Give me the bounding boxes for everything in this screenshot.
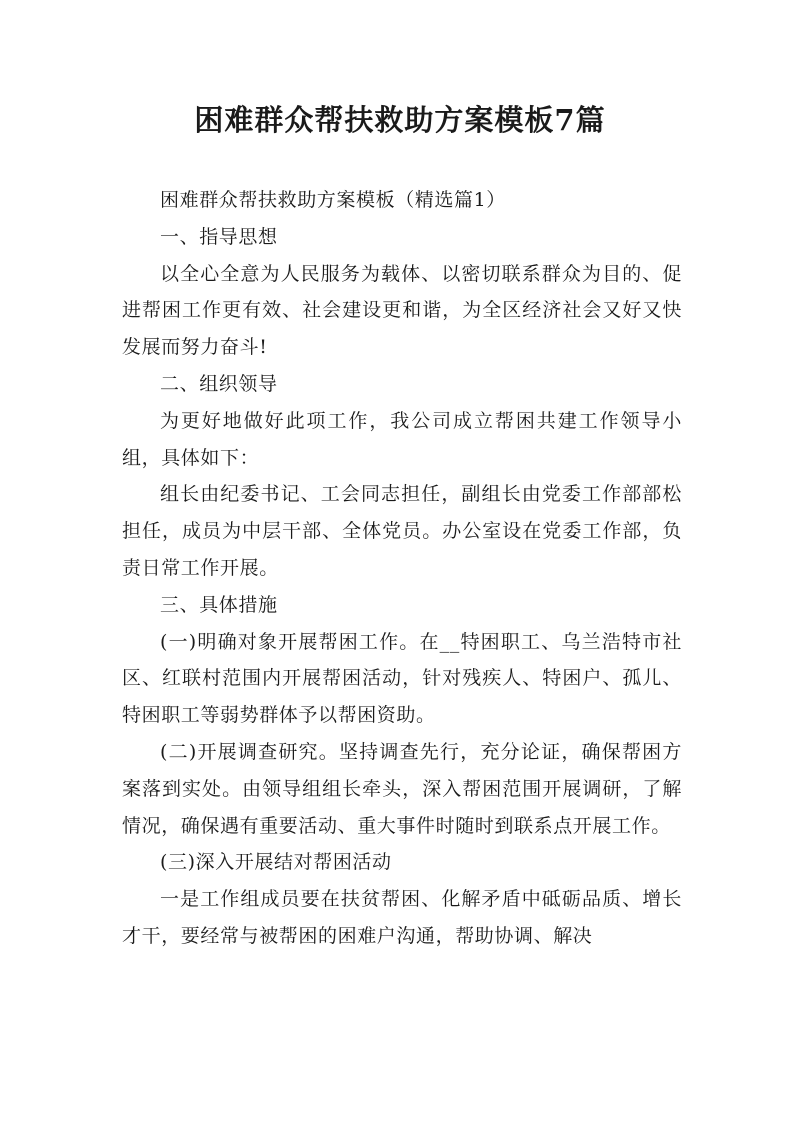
paragraph-heading-guiding-ideology: 一、指导思想: [160, 225, 278, 248]
paragraph-measure-3-heading: (三)深入开展结对帮困活动: [160, 851, 392, 874]
document-title: 困难群众帮扶救助方案模板7篇: [194, 103, 606, 137]
paragraph-heading-measures: 三、具体措施: [160, 593, 278, 616]
paragraph-section-heading: 困难群众帮扶救助方案模板（精选篇1）: [160, 189, 506, 211]
paragraph-organization-detail: 组长由纪委书记、工会同志担任，副组长由党委工作部部松担任，成员为中层干部、全体党员。办公室设在党委工作部，负责日常工作开展。: [122, 483, 682, 579]
paragraph-heading-organization: 二、组织领导: [160, 372, 278, 395]
paragraph-guiding-ideology: 以全心全意为人民服务为载体、以密切联系群众为目的、促进帮困工作更有效、社会建设更和谐，为全区经济社会又好又快发展而努力奋斗!: [122, 262, 682, 359]
paragraph-measure-3-detail: 一是工作组成员要在扶贫帮困、化解矛盾中砥砺品质、增长才干，要经常与被帮困的困难户沟通，帮助协调、解决: [122, 888, 682, 947]
paragraph-measure-2: (二)开展调查研究。坚持调查先行，充分论证，确保帮困方案落到实处。由领导组组长牵头，深入帮困范围开展调研，了解情况，确保遇有重要活动、重大事件时随时到联系点开展工作。: [122, 740, 682, 837]
paragraph-organization-intro: 为更好地做好此项工作，我公司成立帮困共建工作领导小组，具体如下：: [122, 409, 682, 469]
paragraph-measure-1: (一)明确对象开展帮困工作。在__特困职工、乌兰浩特市社区、红联村范围内开展帮困活动，针对残疾人、特困户、孤儿、特困职工等弱势群体予以帮困资助。: [122, 630, 682, 727]
document-body: [122, 182, 682, 955]
